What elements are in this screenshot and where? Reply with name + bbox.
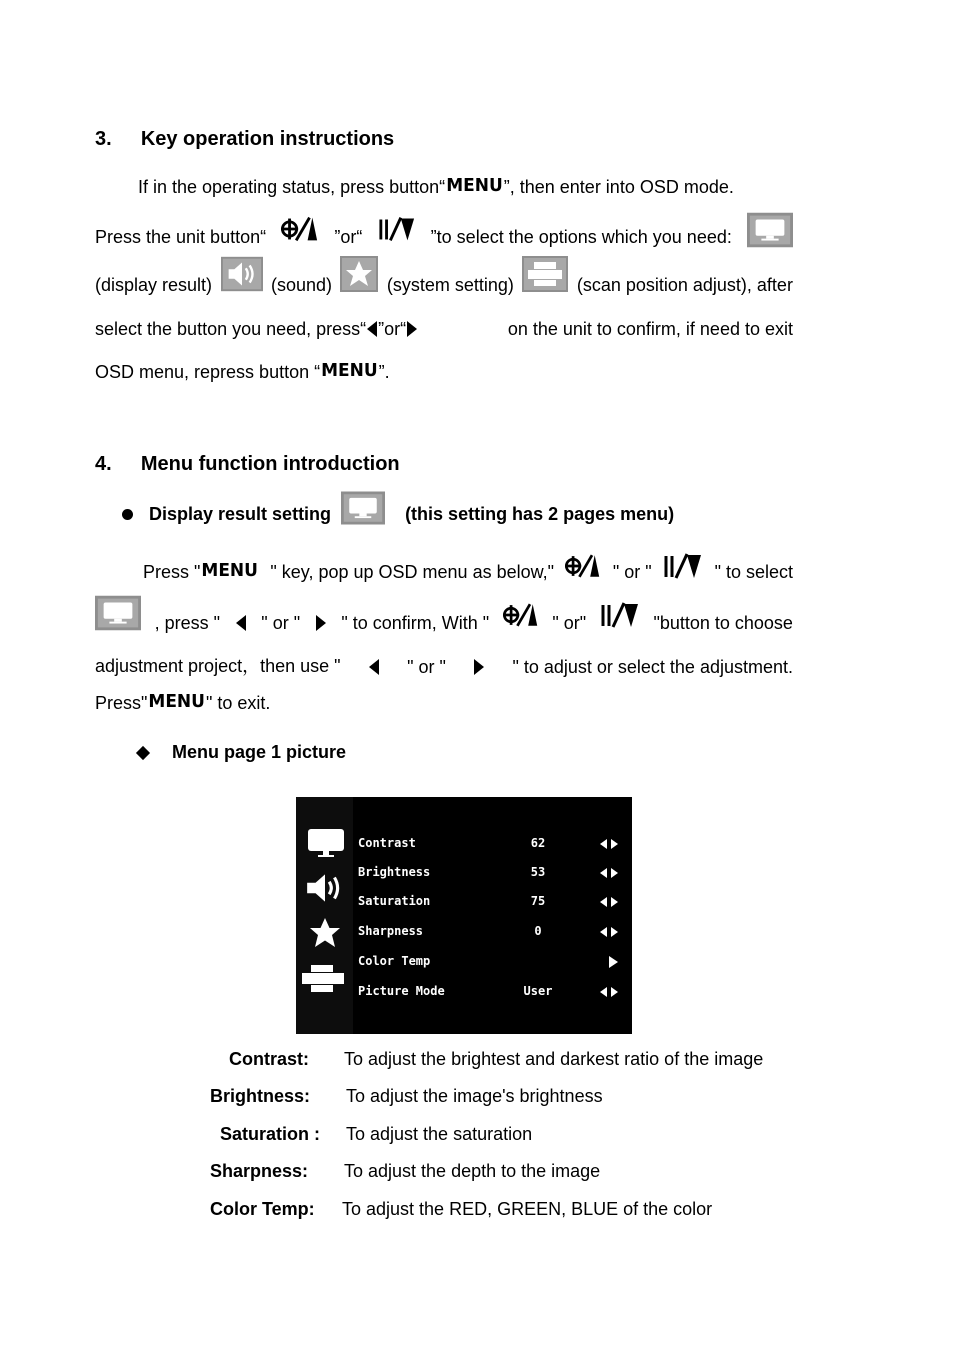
minus-adjust-icon (378, 216, 416, 242)
section-3-title: Key operation instructions (140, 128, 395, 150)
section-3-number: 3. (95, 128, 112, 150)
left-right-arrows-icon (600, 926, 618, 938)
left-right-arrows-icon (600, 867, 618, 879)
bullet-title: Display result setting (149, 503, 332, 524)
bullet-note: (this setting has 2 pages menu) (405, 503, 675, 524)
left-right-arrows-icon (600, 838, 618, 850)
menu-key-label: MENU (148, 691, 205, 713)
s4-line-2: , press " " or " " to confirm, With " " or" "button to choose (95, 584, 793, 634)
section-4-heading (95, 453, 400, 476)
def-term-color-temp: Color Temp: (210, 1199, 315, 1219)
minus-adjust-icon (663, 553, 703, 579)
diamond-bullet (136, 745, 150, 759)
def-desc-sharpness: To adjust the depth to the image (344, 1161, 601, 1181)
left-right-arrows-icon (600, 896, 618, 908)
plus-adjust-icon (565, 553, 601, 579)
osd-row-picture-mode: Picture Mode User (296, 980, 632, 1004)
monitor-icon (747, 212, 793, 248)
display-result-bullet (122, 494, 674, 534)
def-term-sharpness: Sharpness: (210, 1161, 309, 1181)
def-desc-saturation: To adjust the saturation (346, 1124, 533, 1144)
monitor-icon (341, 491, 385, 525)
s3-line-1: If in the operating status, press button“ MENU ”, then enter into OSD mode. (138, 175, 734, 197)
def-desc-brightness: To adjust the image's brightness (346, 1086, 603, 1106)
def-desc-color-temp: To adjust the RED, GREEN, BLUE of the color (342, 1199, 713, 1219)
scan-position-icon (522, 256, 568, 292)
section-4-number: 4. (95, 453, 112, 475)
osd-row-saturation: Saturation 75 (296, 890, 632, 914)
osd-row-sharpness: Sharpness 0 (296, 920, 632, 944)
monitor-icon (95, 595, 141, 631)
section-4-title: Menu function introduction (140, 453, 400, 475)
s3-line-2: Press the unit button“ ”or“ ”to select the options which you need: (95, 198, 793, 248)
s3-line-5: OSD menu, repress button “ MENU ”. (95, 360, 390, 382)
right-arrow-icon (600, 956, 618, 968)
s4-line-1: Press " MENU " key, pop up OSD menu as below," " or " " to select (143, 533, 793, 583)
osd-row-color-temp: Color Temp (296, 950, 632, 974)
def-term-brightness: Brightness: (210, 1086, 311, 1106)
plus-adjust-icon (503, 602, 539, 628)
bullet-dot (122, 509, 133, 520)
minus-adjust-icon (600, 602, 640, 628)
menu-key-label: MENU (201, 560, 258, 582)
menu-key-label: MENU (321, 360, 378, 382)
s3-line-4: select the button you need, press“ ”or“ on the unit to confirm, if need to exit (95, 319, 793, 339)
left-right-arrows-icon (600, 986, 618, 998)
menu-page-1-subheading (138, 742, 346, 763)
osd-row-contrast: Contrast 62 (296, 832, 632, 856)
def-term-saturation: Saturation : (220, 1124, 321, 1144)
plus-adjust-icon (281, 216, 319, 242)
star-icon (340, 256, 378, 292)
def-term-contrast: Contrast: (229, 1049, 309, 1069)
sub-title: Menu page 1 picture (172, 742, 347, 762)
menu-key-label: MENU (446, 175, 503, 197)
def-desc-contrast: To adjust the brightest and darkest ratio of the image (344, 1049, 764, 1069)
s3-line-3: (display result) (sound) (system setting) (scan position adjust), after (95, 246, 793, 296)
s4-line-4: Press" MENU " to exit. (95, 691, 271, 713)
s4-line-3: adjustment project，then use " " or " " to adjust or select the adjustment. (95, 656, 793, 677)
osd-menu-picture (296, 797, 632, 1034)
speaker-icon (221, 256, 263, 292)
osd-row-brightness: Brightness 53 (296, 861, 632, 885)
